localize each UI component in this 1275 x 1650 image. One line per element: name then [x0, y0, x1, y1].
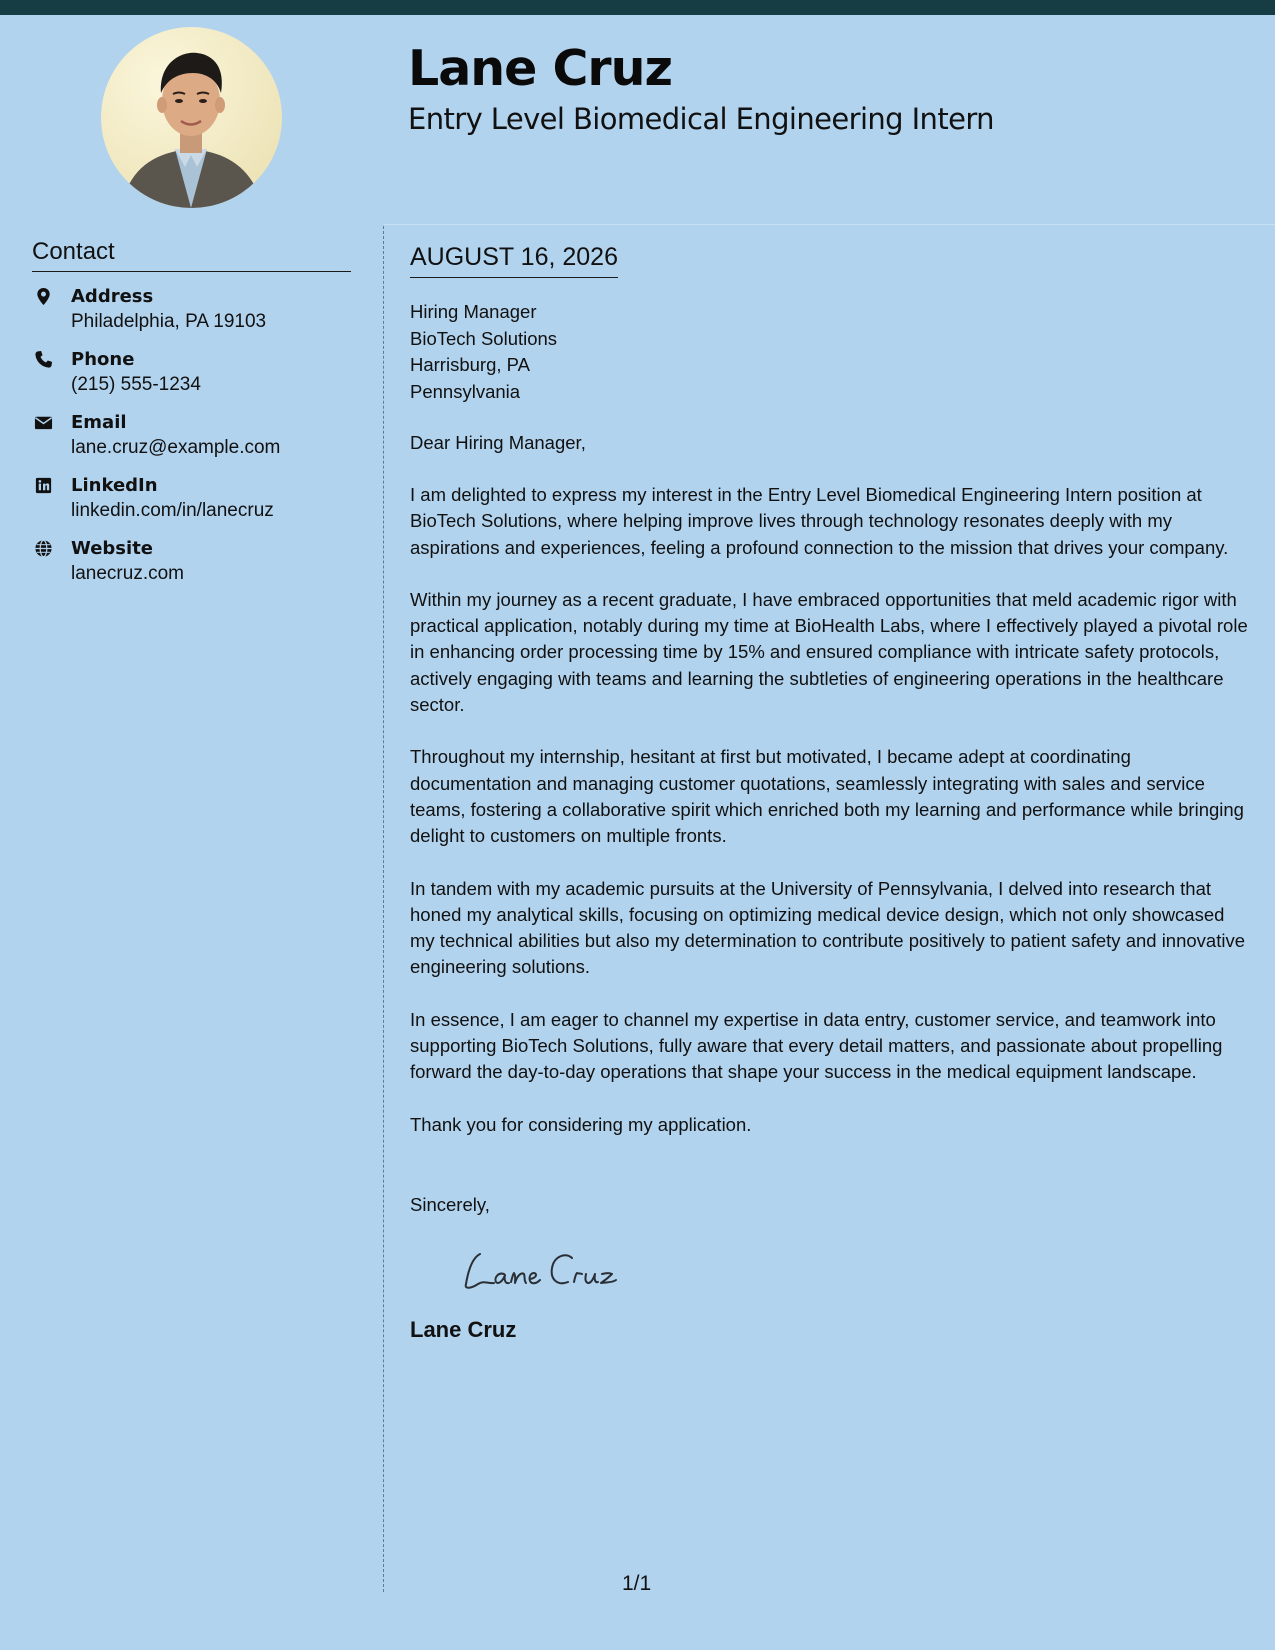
contact-label: Website — [71, 537, 154, 559]
contact-item-email — [32, 410, 351, 473]
contact-label: Address — [71, 285, 154, 307]
sidebar — [32, 238, 351, 599]
job-title: Entry Level Biomedical Engineering Intern — [408, 102, 994, 136]
contact-item-phone — [32, 347, 351, 410]
recipient-line: BioTech Solutions — [410, 327, 558, 349]
column-divider — [383, 226, 384, 1592]
phone-icon — [34, 350, 53, 369]
contact-value: (215) 555-1234 — [71, 373, 201, 395]
recipient-block — [410, 299, 1250, 405]
envelope-icon — [34, 413, 53, 432]
contact-label: LinkedIn — [71, 474, 158, 496]
body-paragraph: In essence, I am eager to channel my expertise in data entry, customer service, and teamwork into supporting BioTech Solutions, fully aware that every detail matters, and passionate about propelling forward the day-to-day operations that shape your success in the medical equipment landscape. — [410, 1008, 1223, 1083]
closing: Sincerely, — [410, 1193, 490, 1215]
body-paragraph: Throughout my internship, hesitant at first but motivated, I became adept at coordinating documentation and managing customer quotations, seamlessly integrating with sales and service teams, fostering a collaborative spirit which enriched both my learning and performance while bringing delight to customers on multiple fronts. — [410, 746, 1244, 847]
body-paragraph: I am delighted to express my interest in the Entry Level Biomedical Engineering Intern position at BioTech Solutions, where helping improve lives through technology resonates deeply with my aspirations and experiences, feeling a profound connection to the mission that drives your company. — [410, 484, 1229, 558]
recipient-line: Hiring Manager — [410, 301, 537, 322]
contact-value[interactable]: lane.cruz@example.com — [71, 436, 281, 458]
top-bar — [0, 0, 1275, 15]
recipient-line: Harrisburg, PA — [410, 354, 530, 375]
contact-list — [32, 284, 351, 599]
page-number: 1/1 — [622, 1572, 652, 1595]
contact-item-website — [32, 536, 351, 599]
candidate-name: Lane Cruz — [408, 40, 672, 97]
contact-value[interactable]: linkedin.com/in/lanecruz — [71, 499, 274, 521]
recipient-line: Pennsylvania — [410, 380, 521, 402]
linkedin-icon — [34, 476, 53, 495]
contact-heading: Contact — [32, 238, 351, 272]
handwritten-signature — [458, 1246, 628, 1294]
contact-item-address — [32, 284, 351, 347]
header-divider — [384, 224, 1275, 225]
contact-value: Philadelphia, PA 19103 — [71, 310, 267, 332]
contact-value[interactable]: lanecruz.com — [71, 562, 184, 584]
contact-label: Email — [71, 411, 127, 433]
letter-date: AUGUST 16, 2026 — [410, 242, 618, 278]
body-paragraph: Within my journey as a recent graduate, I have embraced opportunities that meld academic rigor with practical application, notably during my time at BioHealth Labs, where I effectively played a pivotal role in enhancing order processing time by 15% and ensured compliance with intricate safety protocols, actively engaging with teams and learning the subtleties of engineering operations in the healthcare sector. — [410, 588, 1248, 716]
globe-icon — [34, 539, 53, 558]
body-paragraph: Thank you for considering my application. — [410, 1113, 752, 1135]
contact-item-linkedin — [32, 473, 351, 536]
letter-body — [410, 242, 1250, 1344]
profile-photo — [101, 27, 282, 208]
signer-name: Lane Cruz — [410, 1316, 517, 1342]
salutation: Dear Hiring Manager, — [410, 432, 586, 453]
map-pin-icon — [34, 287, 53, 306]
body-paragraph: In tandem with my academic pursuits at the University of Pennsylvania, I delved into research that honed my analytical skills, focusing on optimizing medical device design, which not only showcased my technical abilities but also my determination to contribute positively to patient safety and innovative engineering solutions. — [410, 877, 1246, 978]
contact-label: Phone — [71, 348, 135, 370]
